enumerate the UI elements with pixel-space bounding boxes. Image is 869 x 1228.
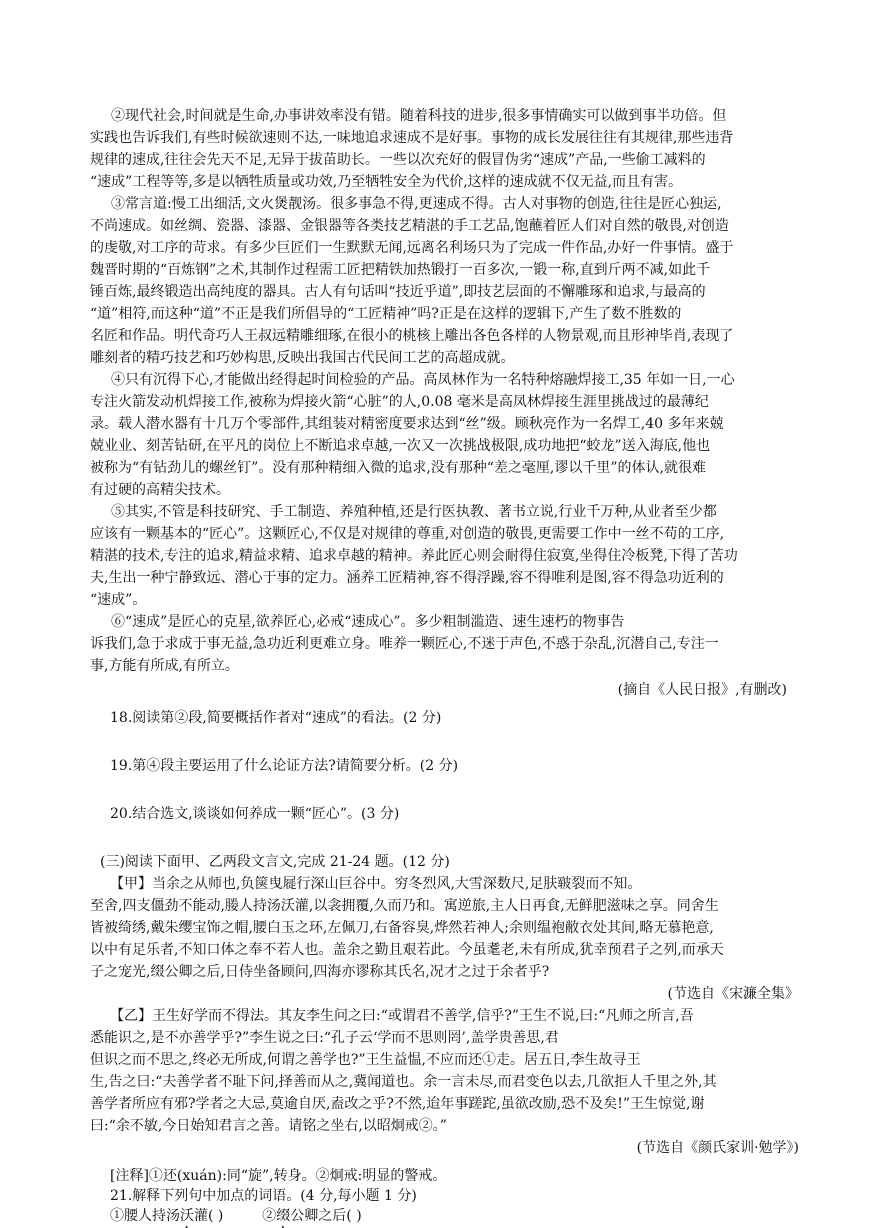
annotation-note: [注释]①还(xuán):同“旋”,转身。②炯戒:明显的警戒。 — [110, 1168, 447, 1184]
para4-line: ④只有沉得下心,才能做出经得起时间检验的产品。高凤林作为一名特种熔融焊接工,35 年如一日,一心 — [111, 372, 735, 388]
source-citation: (节选自《宋濂全集》 — [667, 986, 799, 1002]
passage-jia-line: 子之宠光,缀公卿之后,日侍坐备顾问,四海亦谬称其氏名,况才之过于余者乎? — [90, 964, 550, 980]
passage-yi-line: 但识之而不思之,终必无所成,何谓之善学也?”王生益愠,不应而还①走。居五日,李生故寻王 — [90, 1052, 641, 1068]
para6-line: ⑥“速成”是匠心的克星,欲养匠心,必戒“速成心”。多少粗制滥造、速生速朽的物事告 — [111, 614, 625, 630]
passage-jia-line: 皆被绮绣,戴朱缨宝饰之帽,腰白玉之环,左佩刀,右备容臭,烨然若神人;余则缊袍敝衣处其间,略无慕艳意, — [90, 920, 714, 936]
para3-line: 魏晋时期的“百炼钢”之术,其制作过程需工匠把精铁加热锻打一百多次,一锻一称,直到斤两不减,如此千 — [90, 262, 711, 278]
question-20: 20.结合选文,谈谈如何养成一颗“匠心”。(3 分) — [110, 806, 400, 822]
para5-line: 夫,生出一种宁静致远、潜心于事的定力。涵养工匠精神,容不得浮躁,容不得唯利是图,容不得急功近利的 — [90, 570, 724, 586]
passage-yi-line: 生,告之曰:“夫善学者不耻下问,择善而从之,冀闻道也。余一言未尽,而君变色以去,几欲拒人千里之外,其 — [90, 1074, 717, 1090]
para2-line: 规律的速成,往往会先天不足,无异于拔苗助长。一些以次充好的假冒伪劣“速成”产品,一些偷工减料的 — [90, 152, 706, 168]
passage-yi-line: 曰:“余不敏,今日始知君言之善。请铭之坐右,以昭炯戒②。” — [90, 1118, 447, 1134]
passage-yi-line: 【乙】王生好学而不得法。其友李生问之曰:“或谓君不善学,信乎?”王生不说,曰:“凡师之所言,吾 — [110, 1008, 694, 1024]
para4-line: 录。载人潜水器有十几万个零部件,其组装对精密度要求达到“丝”级。顾秋亮作为一名焊工,40 多年来兢 — [90, 416, 724, 432]
para4-line: 有过硬的高精尖技术。 — [90, 482, 230, 498]
passage-jia-line: 至舍,四支僵劲不能动,媵人持汤沃灌,以衾拥覆,久而乃和。寓逆旅,主人日再食,无鲜肥滋味之享。同舍生 — [90, 898, 719, 914]
para4-line: 被称为“有钻劲儿的螺丝钉”。没有那种精细入微的追求,没有那种“差之毫厘,谬以千里”的体认,就很难 — [90, 460, 706, 476]
para5-line: “速成”。 — [90, 592, 147, 608]
para4-line: 兢业业、刻苦钻研,在平凡的岗位上不断追求卓越,一次又一次挑战极限,成功地把“蛟龙”送入海底,他也 — [90, 438, 711, 454]
q21-item-a: ①腰人持汤沃灌( ) — [110, 1208, 224, 1224]
source-citation: (摘自《人民日报》,有删改) — [617, 682, 787, 698]
para6-line: 诉我们,急于求成于事无益,急功近利更难立身。唯养一颗匠心,不迷于声色,不惑于杂乱,沉潜自己,专注一 — [90, 636, 719, 652]
para3-line: ③常言道:慢工出细活,文火煲靓汤。很多事急不得,更速成不得。古人对事物的创造,往往是匠心独运, — [111, 196, 722, 212]
question-18: 18.阅读第②段,简要概括作者对“速成”的看法。(2 分) — [110, 710, 442, 726]
passage-jia-line: 【甲】当余之从师也,负箧曳屣行深山巨谷中。穷冬烈风,大雪深数尺,足肤皲裂而不知。 — [110, 876, 642, 892]
section-heading: (三)阅读下面甲、乙两段文言文,完成 21-24 题。(12 分) — [100, 854, 450, 870]
para3-line: 不尚速成。如丝绸、瓷器、漆器、金银器等各类技艺精湛的手工艺品,饱蘸着匠人们对自然的敬畏,对创造 — [90, 218, 729, 234]
passage-jia-line: 以中有足乐者,不知口体之奉不若人也。盖余之勤且艰若此。今虽耄老,未有所成,犹幸预君子之列,而承天 — [90, 942, 724, 958]
para5-line: 应该有一颗基本的“匠心”。这颗匠心,不仅是对规律的尊重,对创造的敬畏,更需要工作中一丝不苟的工序, — [90, 526, 725, 542]
para3-line: 雕刻者的精巧技艺和巧妙构思,反映出我国古代民间工艺的高超成就。 — [90, 350, 515, 366]
para3-line: 锤百炼,最终锻造出高纯度的器具。古人有句话叫“技近乎道”,即技艺层面的不懈雕琢和追求,与最高的 — [90, 284, 706, 300]
passage-yi-line: 悉能识之,是不亦善学乎?”李生说之曰:“孔子云‘学而不思则罔’,盖学贵善思,君 — [90, 1030, 559, 1046]
para3-line: 的虔敬,对工序的苛求。有多少巨匠们一生默默无闻,远离名利场只为了完成一件作品,办好一件事情。盛于 — [90, 240, 734, 256]
question-21-items — [110, 1206, 362, 1228]
para6-line: 事,方能有所成,有所立。 — [90, 658, 239, 674]
q21-item-b: ②缀公卿之后( ) — [262, 1208, 362, 1224]
source-citation: (节选自《颜氏家训·勉学》) — [636, 1140, 799, 1156]
para2-line: 实践也告诉我们,有些时候欲速则不达,一味地追求速成不是好事。事物的成长发展往往有其规律,那些违背 — [90, 130, 734, 146]
emphasis-dot-word: 沃 — [180, 1208, 194, 1224]
para2-line: ②现代社会,时间就是生命,办事讲效率没有错。随着科技的进步,很多事情确实可以做到事半功倍。但 — [111, 108, 727, 124]
para5-line: 精湛的技术,专注的追求,精益求精、追求卓越的精神。养此匠心则会耐得住寂寞,坐得住冷板凳,下得了苦功 — [90, 548, 738, 564]
emphasis-dot-word: 缀 — [276, 1208, 291, 1224]
para3-line: 名匠和作品。明代奇巧人王叔远精雕细琢,在很小的桃核上雕出各色各样的人物景观,而且形神毕肖,表现了 — [90, 328, 734, 344]
question-21: 21.解释下列句中加点的词语。(4 分,每小题 1 分) — [110, 1188, 417, 1204]
para5-line: ⑤其实,不管是科技研究、手工制造、养殖种植,还是行医执教、著书立说,行业千万种,从业者至少都 — [111, 504, 717, 520]
para3-line: “道”相符,而这种“道”不正是我们所倡导的“工匠精神”吗?正是在这样的逻辑下,产生了数不胜数的 — [90, 306, 682, 322]
para4-line: 专注火箭发动机焊接工作,被称为焊接火箭“心脏”的人,0.08 毫米是高凤林焊接生涯里挑战过的最薄纪 — [90, 394, 709, 410]
para2-line: “速成”工程等等,多是以牺牲质量或功效,乃至牺牲安全为代价,这样的速成就不仅无益,而且有害。 — [90, 174, 683, 190]
question-19: 19.第④段主要运用了什么论证方法?请简要分析。(2 分) — [110, 758, 459, 774]
passage-yi-line: 善学者所应有邪?学者之大忌,莫逾自厌,盍改之乎?不然,迨年事蹉跎,虽欲改励,恐不及矣!”王生惊觉,谢 — [90, 1096, 705, 1112]
